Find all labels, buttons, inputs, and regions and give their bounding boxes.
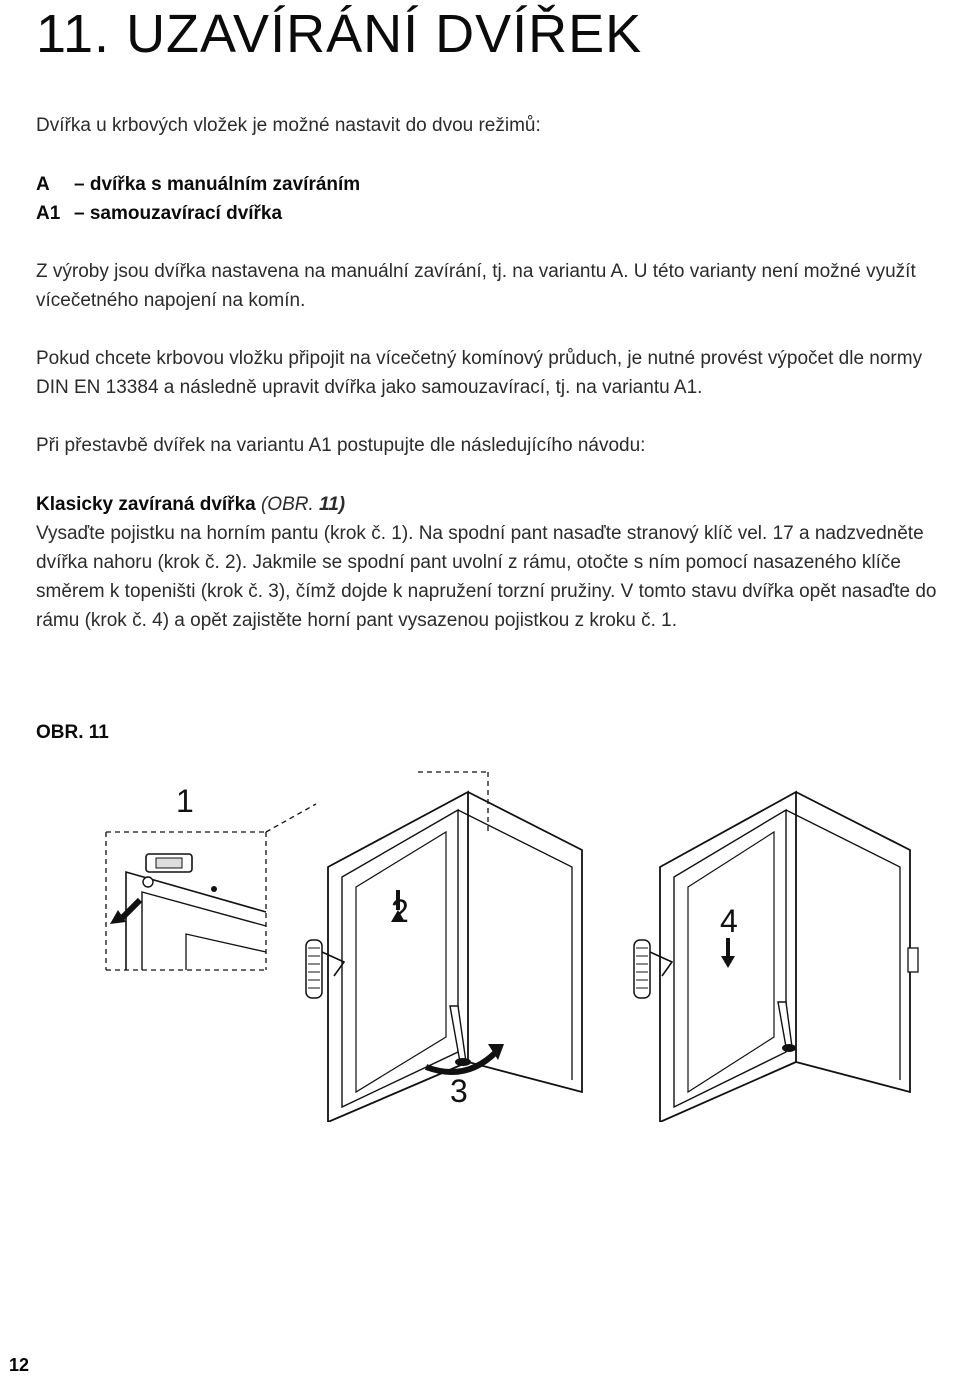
mode-item-a1: [36, 199, 956, 228]
page-title: 11. UZAVÍRÁNÍ DVÍŘEK: [36, 4, 643, 64]
mode-item-a: [36, 170, 956, 199]
door-left: [306, 792, 582, 1122]
mode-key: A1: [36, 203, 61, 224]
step-number: 4: [720, 903, 738, 939]
step-number: 3: [450, 1073, 468, 1109]
figure-label: OBR. 11: [36, 722, 109, 743]
mode-key: A: [36, 174, 50, 195]
figure-reference-number: 11): [313, 494, 346, 515]
default-setting-paragraph: Z výroby jsou dvířka nastavena na manuální zavírání, tj. na variantu A. U této varianty není možné využít vícečetného napojení na komín.: [36, 261, 916, 311]
instructions-section: [36, 490, 956, 635]
instructions-intro: Při přestavbě dvířek na variantu A1 postupujte dle následujícího návodu:: [36, 435, 646, 456]
section-body: Vysaďte pojistku na horním pantu (krok č. 1). Na spodní pant nasaďte stranový klíč vel. 17 a nadzvedněte dvířka nahoru (krok č. 2). Jakmile se spodní pant uvolní z rámu, otočte s ním pomocí nasazeného klíče směrem k topeništi (krok č. 3), čímž dojde k napružení torzní pružiny. V tomto stavu dvířka opět nasaďte do rámu (krok č. 4) a opět zajistěte horní pant vysazenou pojistkou z kroku č. 1.: [36, 523, 937, 631]
mode-list: [36, 170, 956, 228]
section-heading: [36, 490, 956, 519]
mode-label: – dvířka s manuálním zavíráním: [74, 174, 361, 195]
section-title: Klasicky zavíraná dvířka: [36, 494, 256, 515]
door-adjustment-illustration: [96, 762, 960, 1122]
figure-reference: (OBR.: [255, 494, 314, 515]
detail-top-hinge: [106, 832, 266, 970]
page-number: 12: [0, 1348, 38, 1382]
step-number: 1: [176, 783, 194, 819]
step-number: 2: [391, 893, 409, 929]
multi-flue-paragraph: Pokud chcete krbovou vložku připojit na vícečetný komínový průduch, je nutné provést výpočet dle normy DIN EN 13384 a následně upravit dvířka jako samouzavírací, tj. na variantu A1.: [36, 348, 923, 398]
intro-text: Dvířka u krbových vložek je možné nastavit do dvou režimů:: [36, 115, 541, 136]
door-right: [634, 792, 918, 1122]
mode-label: – samouzavírací dvířka: [74, 203, 283, 224]
